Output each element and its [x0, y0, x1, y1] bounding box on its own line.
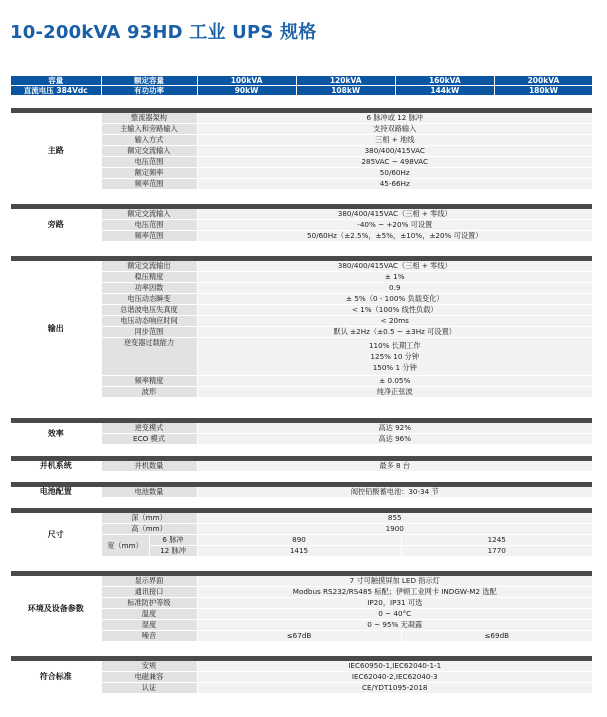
row-value: 855	[197, 513, 592, 524]
overload-line: 150% 1 分钟	[372, 363, 417, 372]
row-label: 电压动态响应时间	[101, 316, 197, 327]
row-value: < 20ms	[197, 316, 592, 327]
header-capacity-label: 容量	[11, 76, 101, 86]
row-label: 认证	[101, 683, 197, 694]
row-value: Modbus RS232/RS485 标配；伊顿工业网卡 INDGW-M2 选配	[197, 587, 592, 598]
row-label: 通讯接口	[101, 587, 197, 598]
row-value: 1770	[401, 546, 592, 557]
section-title-standards: 符合标准	[11, 661, 101, 694]
row-label: ECO 模式	[101, 434, 197, 445]
row-value: < 1%（100% 线性负载）	[197, 305, 592, 316]
row-value: CE/YDT1095-2018	[197, 683, 592, 694]
row-value: 1245	[401, 535, 592, 546]
row-label: 同步范围	[101, 327, 197, 338]
header-capacity-160: 160kVA	[395, 76, 494, 86]
table-row	[11, 513, 592, 524]
row-value: ± 5%（0 - 100% 负载变化）	[197, 294, 592, 305]
table-row	[11, 661, 592, 672]
row-label: 电磁兼容	[101, 672, 197, 683]
section-title-main: 主路	[11, 113, 101, 190]
overload-line: 110% 长期工作	[368, 341, 421, 350]
header-capacity-120: 120kVA	[296, 76, 395, 86]
overload-line: 125% 10 分钟	[370, 352, 420, 361]
row-label: 频率范围	[101, 231, 197, 242]
row-label: 高（mm）	[101, 524, 197, 535]
row-value: IEC62040-2,IEC62040-3	[197, 672, 592, 683]
section-standards	[11, 656, 592, 694]
section-title-dimensions: 尺寸	[11, 513, 101, 557]
row-value: 380/400/415VAC（三相 + 零线）	[197, 209, 592, 220]
header-capacity-200: 200kVA	[494, 76, 592, 86]
spec-header-table	[11, 76, 592, 96]
row-label: 频率范围	[101, 179, 197, 190]
row-value: IP20，IP31 可选	[197, 598, 592, 609]
section-title-output: 输出	[11, 261, 101, 398]
pulse12-label: 12 脉冲	[149, 546, 197, 557]
row-label: 安规	[101, 661, 197, 672]
row-value: 高达 96%	[197, 434, 592, 445]
section-bypass	[11, 204, 592, 242]
table-row	[11, 576, 592, 587]
row-label: 温度	[101, 609, 197, 620]
row-label: 电压动态瞬变	[101, 294, 197, 305]
row-label: 显示界面	[101, 576, 197, 587]
row-label: 电池数量	[101, 487, 197, 498]
row-value: ≤69dB	[401, 631, 592, 642]
table-row	[11, 209, 592, 220]
overload-values	[197, 338, 592, 376]
page-title: 10-200kVA 93HD 工业 UPS 规格	[10, 22, 317, 43]
header-row-capacity	[11, 76, 592, 86]
section-title-environment: 环境及设备参数	[11, 576, 101, 642]
pulse6-label: 6 脉冲	[149, 535, 197, 546]
row-label: 输入方式	[101, 135, 197, 146]
row-value: ± 1%	[197, 272, 592, 283]
row-value: 1415	[197, 546, 401, 557]
row-label: 整流器架构	[101, 113, 197, 124]
row-label: 功率因数	[101, 283, 197, 294]
row-value: 默认 ±2Hz（±0.5 ~ ±3Hz 可设置）	[197, 327, 592, 338]
row-value: IEC60950-1,IEC62040-1-1	[197, 661, 592, 672]
row-label: 额定交流输入	[101, 209, 197, 220]
row-value: 1900	[197, 524, 592, 535]
row-label: 总谐波电压失真度	[101, 305, 197, 316]
row-value: 纯净正弦波	[197, 387, 592, 398]
row-label: 电压范围	[101, 220, 197, 231]
row-label: 噪音	[101, 631, 197, 642]
section-efficiency	[11, 418, 592, 445]
header-active-power-label: 有功功率	[101, 86, 197, 96]
table-row	[11, 487, 592, 498]
row-value: 三相 + 地线	[197, 135, 592, 146]
table-row	[11, 461, 592, 472]
row-value: 380/400/415VAC（三相 + 零线）	[197, 261, 592, 272]
section-main	[11, 108, 592, 190]
table-row	[11, 113, 592, 124]
row-value: 50/60Hz（±2.5%，±5%，±10%，±20% 可设置）	[197, 231, 592, 242]
section-title-battery: 电池配置	[11, 487, 101, 498]
row-value: 50/60Hz	[197, 168, 592, 179]
row-label: 深（mm）	[101, 513, 197, 524]
row-value: 0.9	[197, 283, 592, 294]
row-value: ± 0.05%	[197, 376, 592, 387]
row-value: 阀控铅酸蓄电池：30-34 节	[197, 487, 592, 498]
row-label: 并机数量	[101, 461, 197, 472]
header-power-90: 90kW	[197, 86, 296, 96]
row-label: 主输入和旁路输入	[101, 124, 197, 135]
row-label: 额定频率	[101, 168, 197, 179]
section-title-bypass: 旁路	[11, 209, 101, 242]
row-label: 湿度	[101, 620, 197, 631]
row-value: 380/400/415VAC	[197, 146, 592, 157]
row-value: 7 寸可触摸屏加 LED 指示灯	[197, 576, 592, 587]
row-value: 285VAC ~ 498VAC	[197, 157, 592, 168]
row-value: -40% ~ +20% 可设置	[197, 220, 592, 231]
width-label: 宽（mm）	[101, 535, 149, 557]
row-value: 支持双路输入	[197, 124, 592, 135]
row-value: 890	[197, 535, 401, 546]
row-value: 最多 8 台	[197, 461, 592, 472]
header-rated-capacity-label: 额定容量	[101, 76, 197, 86]
row-label: 额定交流输出	[101, 261, 197, 272]
section-output	[11, 256, 592, 398]
table-row	[11, 423, 592, 434]
section-title-efficiency: 效率	[11, 423, 101, 445]
header-dc-voltage-label: 直流电压 384Vdc	[11, 86, 101, 96]
row-value: 0 ~ 40°C	[197, 609, 592, 620]
section-environment	[11, 571, 592, 642]
header-power-144: 144kW	[395, 86, 494, 96]
header-capacity-100: 100kVA	[197, 76, 296, 86]
row-label: 额定交流输入	[101, 146, 197, 157]
section-battery	[11, 482, 592, 498]
row-value: ≤67dB	[197, 631, 401, 642]
row-label: 逆变模式	[101, 423, 197, 434]
header-row-power	[11, 86, 592, 96]
table-row	[11, 261, 592, 272]
section-dimensions	[11, 508, 592, 557]
row-value: 6 脉冲或 12 脉冲	[197, 113, 592, 124]
row-value: 高达 92%	[197, 423, 592, 434]
row-label: 电压范围	[101, 157, 197, 168]
row-label: 逆变器过载能力	[101, 338, 197, 376]
row-label: 波形	[101, 387, 197, 398]
header-power-108: 108kW	[296, 86, 395, 96]
section-parallel	[11, 456, 592, 472]
row-value: 0 ~ 95% 无凝露	[197, 620, 592, 631]
section-title-parallel: 并机系统	[11, 461, 101, 472]
row-label: 频率精度	[101, 376, 197, 387]
header-power-180: 180kW	[494, 86, 592, 96]
row-label: 稳压精度	[101, 272, 197, 283]
row-value: 45-66Hz	[197, 179, 592, 190]
row-label: 标准防护等级	[101, 598, 197, 609]
